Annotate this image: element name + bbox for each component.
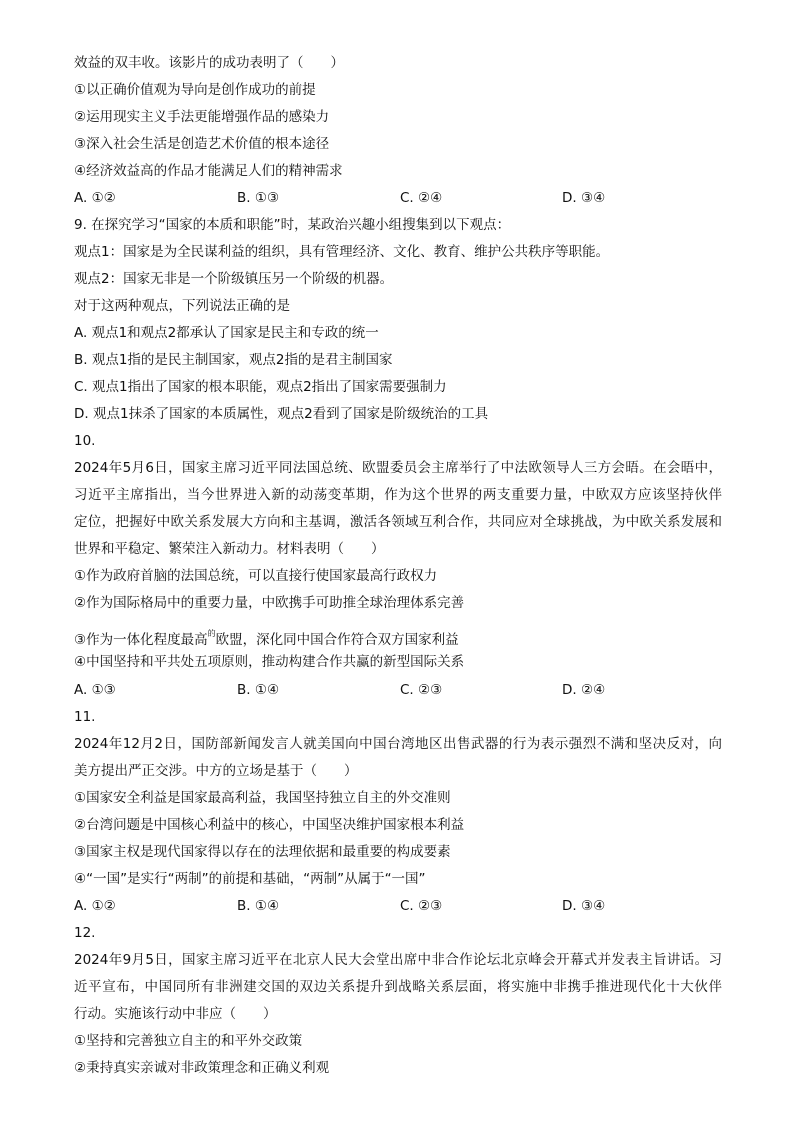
q10-stem-line-3: 定位，把握好中欧关系发展大方向和主基调，激活各领域互利合作，共同应对全球挑战，为中欧关系发展和 (74, 514, 722, 530)
q11-item-4: ④“一国”是实行“两制”的前提和基础，“两制”从属于“一国” (74, 871, 426, 887)
q11-number: 11. (74, 709, 96, 725)
q8-stem: 效益的双丰收。该影片的成功表明了（ ） (74, 55, 344, 71)
q11-options (74, 897, 734, 915)
q8-option-b: B. ①③ (237, 190, 280, 206)
q10-item-3-superscript: 的 (207, 629, 216, 638)
q9-view-2: 观点2：国家无非是一个阶级镇压另一个阶级的机器。 (74, 271, 394, 287)
q11-option-d: D. ③④ (562, 898, 606, 914)
q9-option-d: D. 观点1抹杀了国家的本质属性，观点2看到了国家是阶级统治的工具 (74, 406, 489, 422)
q10-option-b: B. ①④ (237, 682, 280, 698)
q11-stem-line-1: 2024年12月2日，国防部新闻发言人就美国向中国台湾地区出售武器的行为表示强烈不满和坚决反对，向 (74, 736, 722, 752)
q12-item-1: ①坚持和完善独立自主的和平外交政策 (74, 1033, 303, 1049)
q9-option-b: B. 观点1指的是民主制国家，观点2指的是君主制国家 (74, 352, 393, 368)
q10-option-c: C. ②③ (400, 682, 443, 698)
q10-item-3 (74, 625, 459, 649)
q10-option-a: A. ①③ (74, 682, 116, 698)
q11-stem-line-2: 美方提出严正交涉。中方的立场是基于（ ） (74, 763, 358, 779)
q12-stem-line-3: 行动。实施该行动中非应（ ） (74, 1006, 277, 1022)
q9-question: 对于这两种观点，下列说法正确的是 (74, 298, 290, 314)
q12-stem-line-2: 近平宣布，中国同所有非洲建交国的双边关系提升到战略关系层面，将实施中非携手推进现代化十大伙伴 (74, 979, 722, 995)
q11-option-c: C. ②③ (400, 898, 443, 914)
q10-item-2: ②作为国际格局中的重要力量，中欧携手可助推全球治理体系完善 (74, 595, 465, 611)
q8-item-3: ③深入社会生活是创造艺术价值的根本途径 (74, 136, 330, 152)
q11-item-1: ①国家安全利益是国家最高利益，我国坚持独立自主的外交准则 (74, 790, 451, 806)
q11-option-b: B. ①④ (237, 898, 280, 914)
q9-stem: 9. 在探究学习“国家的本质和职能”时，某政治兴趣小组搜集到以下观点： (74, 217, 511, 233)
q12-item-2: ②秉持真实亲诚对非政策理念和正确义利观 (74, 1060, 330, 1076)
q12-stem-line-1: 2024年9月5日，国家主席习近平在北京人民大会堂出席中非合作论坛北京峰会开幕式并发表主旨讲话。习 (74, 952, 722, 968)
q8-option-a: A. ①② (74, 190, 116, 206)
q9-option-c: C. 观点1指出了国家的根本职能，观点2指出了国家需要强制力 (74, 379, 447, 395)
q8-options (74, 189, 734, 207)
q12-number: 12. (74, 925, 96, 941)
q11-item-2: ②台湾问题是中国核心利益中的核心，中国坚决维护国家根本利益 (74, 817, 465, 833)
q10-stem-line-2: 习近平主席指出，当今世界进入新的动荡变革期，作为这个世界的两支重要力量，中欧双方应该坚持伙伴 (74, 487, 722, 503)
q10-item-1: ①作为政府首脑的法国总统，可以直接行使国家最高行政权力 (74, 568, 438, 584)
q11-option-a: A. ①② (74, 898, 116, 914)
q10-item-3-part-1: ③作为一体化程度最高 (74, 632, 208, 648)
q10-stem-line-1: 2024年5月6日，国家主席习近平同法国总统、欧盟委员会主席举行了中法欧领导人三方会晤。在会晤中， (74, 460, 722, 476)
q8-item-2: ②运用现实主义手法更能增强作品的感染力 (74, 109, 330, 125)
q10-option-d: D. ②④ (562, 682, 606, 698)
q8-option-c: C. ②④ (400, 190, 443, 206)
q9-option-a: A. 观点1和观点2都承认了国家是民主和专政的统一 (74, 325, 379, 341)
q8-item-1: ①以正确价值观为导向是创作成功的前提 (74, 82, 316, 98)
q10-stem-line-4: 世界和平稳定、繁荣注入新动力。材料表明（ ） (74, 541, 385, 557)
q10-number: 10. (74, 433, 96, 449)
q10-item-3-part-2: 欧盟，深化同中国合作符合双方国家利益 (215, 632, 459, 648)
q11-item-3: ③国家主权是现代国家得以存在的法理依据和最重要的构成要素 (74, 844, 451, 860)
q10-item-4: ④中国坚持和平共处五项原则，推动构建合作共赢的新型国际关系 (74, 654, 465, 670)
q8-option-d: D. ③④ (562, 190, 606, 206)
q9-view-1: 观点1：国家是为全民谋利益的组织，具有管理经济、文化、教育、维护公共秩序等职能。 (74, 244, 610, 260)
q10-options (74, 681, 734, 699)
q8-item-4: ④经济效益高的作品才能满足人们的精神需求 (74, 163, 343, 179)
